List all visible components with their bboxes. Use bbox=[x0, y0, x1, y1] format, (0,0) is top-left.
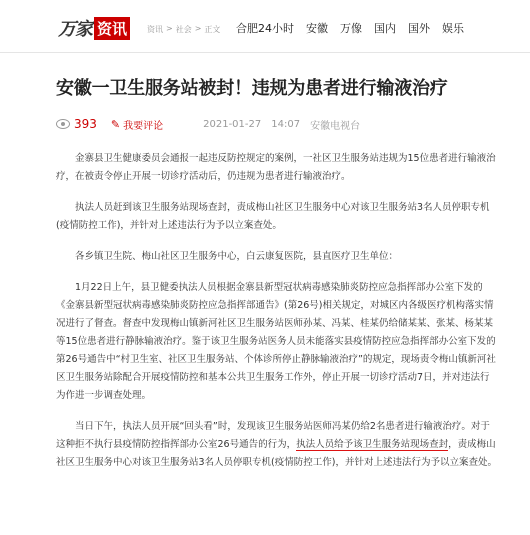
nav-item-guonei[interactable]: 国内 bbox=[374, 22, 396, 35]
top-nav bbox=[236, 20, 464, 36]
paragraph: 金寨县卫生健康委员会通报一起违反防控规定的案例，一社区卫生服务站违规为15位患者进行输液治疗，在被责令停止开展一切诊疗活动后，仍违规为患者进行输液治疗。 bbox=[56, 153, 496, 182]
breadcrumb-item-zixun[interactable]: 资讯 bbox=[147, 25, 163, 34]
site-logo[interactable] bbox=[58, 17, 130, 39]
nav-item-hefei24[interactable]: 合肥24小时 bbox=[236, 22, 294, 35]
paragraph: 1月22日上午，县卫健委执法人员根据金寨县新型冠状病毒感染肺炎防控应急指挥部办公室下发的《金寨县新型冠状病毒感染肺炎防控应急指挥部通告》(第26号)相关规定，对城区内各级医疗机构落实情况进行了督查。督查中发现梅山镇新河社区卫生服务站医师孙某、冯某、桂某仍给储某某、张某、杨某某等15位患者进行静脉输液治疗。鉴于该卫生服务站医务人员未能落实县疫情防控应急指挥部办公室下发的第26号通告中“村卫生室、社区卫生服务站、个体诊所停止静脉输液治疗”的规定，现场责令梅山镇新河社区卫生服务站除配合开展疫情防控和基本公共卫生服务工作外，停止开展一切诊疗活动7日，并对违法行为作进一步调查处理。 bbox=[56, 282, 496, 401]
publish-date: 2021-01-27 bbox=[203, 118, 262, 130]
publish-time: 14:07 bbox=[271, 118, 301, 130]
nav-item-anhui[interactable]: 安徽 bbox=[306, 22, 328, 35]
nav-item-yule[interactable]: 娱乐 bbox=[442, 22, 464, 35]
comment-link[interactable]: 我要评论 bbox=[123, 120, 164, 132]
nav-item-guowai[interactable]: 国外 bbox=[408, 22, 430, 35]
logo-main-text: 万家 bbox=[58, 19, 92, 40]
logo-tag: 资讯 bbox=[94, 17, 130, 40]
header-divider bbox=[0, 52, 530, 53]
breadcrumb-separator: > bbox=[194, 24, 202, 33]
site-header bbox=[0, 0, 530, 52]
breadcrumb-separator: > bbox=[166, 24, 173, 33]
breadcrumb bbox=[147, 24, 220, 35]
nav-item-wanxiang[interactable]: 万像 bbox=[340, 22, 362, 35]
comment-icon[interactable]: ✎ bbox=[110, 117, 121, 131]
paragraph: 执法人员赶到该卫生服务站现场查封，责成梅山社区卫生服务中心对该卫生服务站3名人员停职专机(疫情防控工作)，并针对上述违法行为予以立案查处。 bbox=[56, 202, 490, 231]
breadcrumb-item-zhengwen: 正文 bbox=[204, 25, 221, 34]
view-count: 393 bbox=[74, 117, 97, 131]
paragraph: 各乡镇卫生院、梅山社区卫生服务中心，白云康复医院，县直医疗卫生单位： bbox=[75, 251, 399, 262]
paragraph-text: ，责成梅山社区卫生服务中心对该卫生服务站3名人员停职专机(疫情防控工作)，并针对上述违法行为予以立案查处。 bbox=[56, 439, 497, 468]
highlighted-text-cont: 查封 bbox=[429, 439, 449, 450]
highlighted-text: 执法人员给予该卫生服务站现场 bbox=[296, 439, 430, 450]
article-meta bbox=[56, 116, 476, 132]
breadcrumb-item-shehui[interactable]: 社会 bbox=[175, 25, 192, 34]
article-source: 安徽电视台 bbox=[310, 120, 361, 132]
paragraph bbox=[56, 418, 498, 472]
page-title: 安徽一卫生服务站被封！违规为患者进行输液治疗 bbox=[56, 78, 448, 99]
eye-icon bbox=[56, 119, 70, 129]
article-body bbox=[56, 150, 498, 485]
paragraph-text: 当日下午，执法人员开展“回头看”时，发现该卫生服务站医师冯某仍给2名患者进行输液治疗。对于这种拒不执行县疫情防控指挥部办公室26号通告的行为， bbox=[56, 421, 490, 450]
